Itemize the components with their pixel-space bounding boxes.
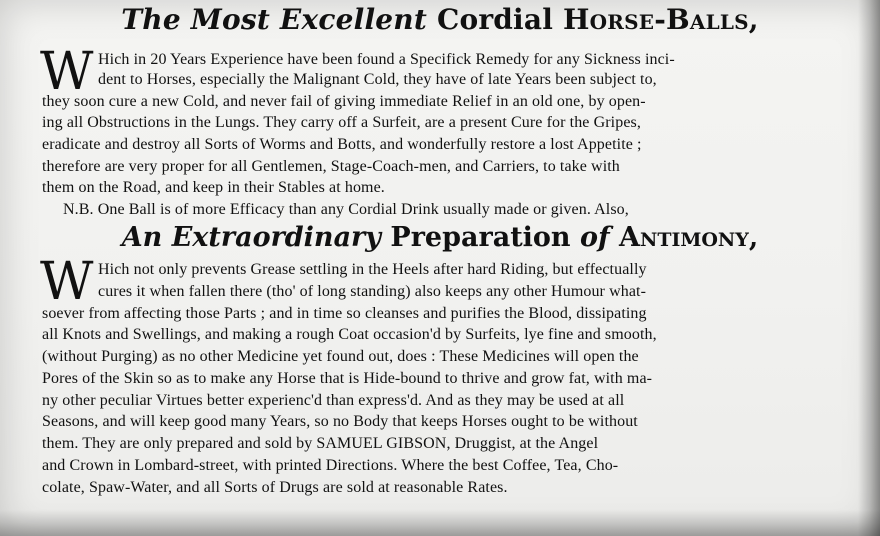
heading-2-part-3: of [579,222,610,253]
section-2-line-4: all Knots and Swellings, and making a rough Coat occasion'd by Surfeits, lye fine and smooth, [42,326,657,343]
section-2-line-3: soever from affecting those Parts ; and in time so cleanses and purifies the Blood, dissipating [42,305,647,322]
heading-cordial-horse-balls [0,3,880,36]
section-2-line-10: and Crown in Lombard-street, with printed Directions. Where the best Coffee, Tea, Cho- [42,457,619,474]
section-1-note: N.B. One Ball is of more Efficacy than any Cordial Drink usually made or given. Also, [63,201,629,218]
section-2-line-2: cures it when fallen there (tho' of long standing) also keeps any other Humour what- [98,283,647,300]
section-2-line-5: (without Purging) as no other Medicine yet found out, does : These Medicines will open the [42,348,639,365]
section-2-line-1: Hich not only prevents Grease settling in the Heels after hard Riding, but effectually [98,261,647,278]
section-1-line-6: therefore are very proper for all Gentlemen, Stage-Coach-men, and Carriers, to take with [42,158,620,175]
heading-antimony-preparation [0,224,880,251]
section-1-line-7: them on the Road, and keep in their Stables at home. [42,179,385,196]
heading-2-part-2: Preparation [390,222,571,253]
section-2-line-7: ny other peculiar Virtues better experienc'd than express'd. And as they may be used at all [42,392,625,409]
heading-1-part-2: Cordial [436,3,554,36]
dropcap-w-section-1: W [40,42,94,102]
dropcap-w-section-2: W [40,252,94,312]
section-2-line-9: them. They are only prepared and sold by SAMUEL GIBSON, Druggist, at the Angel [42,435,599,452]
section-1-line-5: eradicate and destroy all Sorts of Worms and Botts, and wonderfully restore a lost Appetite ; [42,136,642,153]
section-1-line-4: ing all Obstructions in the Lungs. They carry off a Surfeit, are a present Cure for the Gripes, [42,114,641,131]
section-2-line-8: Seasons, and will keep good many Years, so no Body that keeps Horses ought to be without [42,413,638,430]
section-2-line-6: Pores of the Skin so as to make any Horse that is Hide-bound to thrive and grow fat, with ma- [42,370,653,387]
heading-2-part-1: An Extraordinary [121,222,381,253]
section-2-line-11: colate, Spaw-Water, and all Sorts of Drugs are sold at reasonable Rates. [42,479,508,496]
section-1-line-3: they soon cure a new Cold, and never fail of giving immediate Relief in an old one, by open- [42,93,646,110]
section-1-line-2: dent to Horses, especially the Malignant Cold, they have of late Years been subject to, [98,71,657,88]
heading-2-part-4: Antimony, [619,222,759,253]
section-1-line-1: Hich in 20 Years Experience have been found a Specifick Remedy for any Sickness inci- [98,51,675,68]
heading-1-part-3: Horse-Balls, [563,3,759,36]
heading-1-part-1: The Most Excellent [121,3,427,36]
